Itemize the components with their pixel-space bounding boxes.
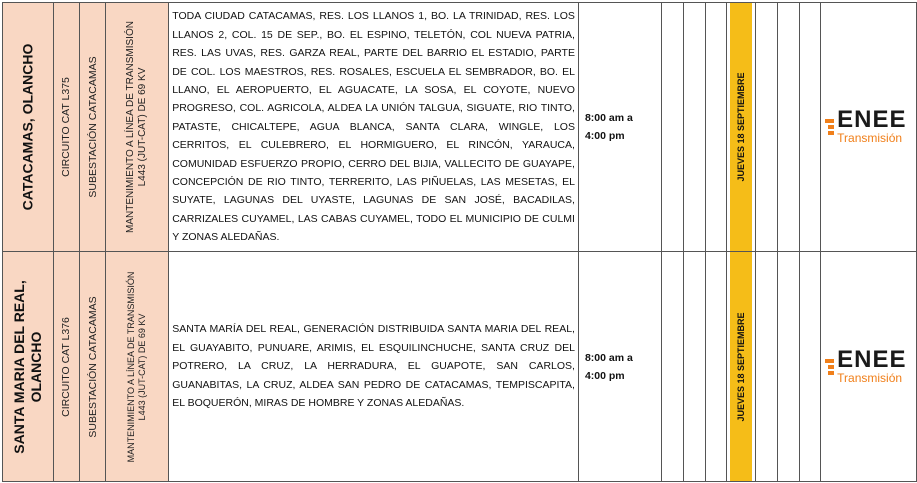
- empty-cell: [662, 3, 684, 252]
- location-cell: [3, 3, 54, 252]
- areas-cell: [169, 252, 579, 482]
- empty-cell: [799, 3, 821, 252]
- empty-cell: [705, 3, 727, 252]
- day-label: JUEVES 18 SEPTIEMBRE: [736, 311, 747, 422]
- time-end: 4:00 pm: [584, 130, 625, 142]
- enee-bars-icon: [825, 359, 834, 375]
- location-line-2: OLANCHO: [27, 331, 44, 402]
- location-label: [11, 280, 45, 453]
- day-label: JUEVES 18 SEPTIEMBRE: [736, 72, 747, 182]
- maintenance-label: [126, 271, 148, 462]
- empty-cell: [777, 252, 799, 482]
- circuit-cell: [53, 3, 79, 252]
- location-label: CATACAMAS, OLANCHO: [19, 43, 36, 211]
- substation-cell: [80, 3, 106, 252]
- outage-schedule-table: [2, 2, 917, 482]
- table-row: [3, 3, 917, 252]
- substation-cell: [80, 252, 106, 482]
- logo-word: ENEE: [837, 106, 907, 133]
- substation-label: SUBESTACIÓN CATACAMAS: [86, 295, 99, 438]
- circuit-label: CIRCUITO CAT L376: [60, 316, 73, 417]
- logo-subtitle: Transmisión: [837, 370, 903, 385]
- day-cell: [727, 252, 756, 482]
- time-end: 4:00 pm: [584, 369, 625, 382]
- empty-cell: [683, 252, 705, 482]
- maintenance-line-2: L443 (JUT-CAT) DE 69 KV: [137, 313, 148, 420]
- affected-areas: TODA CIUDAD CATACAMAS, RES. LOS LLANOS 1, BO. LA TRINIDAD, RES. LOS LLANOS 2, COL. 15 DE SEP., BO. EL ESPINO, TELETÓN, COL NUEVA PATRIA, RES. LAS UVAS, RES. GARZA REAL, PARTE DEL BARRIO EL ESTADIO, PARTE DE COL. LOS MAESTROS, RES. ROSALES, ESCUELA EL SEMBRADOR, BO. EL LLANO, EL AEROPUERTO, EL AGUACATE, LA SOSA, EL COYOTE, NUEVO PROGRESO, COL. AGRICOLA, ALDEA LA UNIÓN TALGUA, SIGUATE, RIO TINTO, PATASTE, CHICALTEPE, AGUA BLANCA, SANTA CLARA, WINGLE, LOS CERRITOS, EL CULEBRERO, EL HORMIGUERO, EL RINCÓN, YARAUCA, COMUNIDAD ESFUERZO PROPIO, CERRO DEL BIJIA, VALLECITO DE GUAYAPE, CONCEPCIÓN DE RIO TINTO, TERRERITO, LAS PIÑUELAS, LAS MESETAS, EL SUYATE, LAGUNAS DEL UYASTE, LAGUNAS DE SAN JOSÉ, BACADILAS, CARRIZALES CUYAMEL, LAS CABAS CUYAMEL, TODO EL MUNICIPIO DE CULMI Y ZONAS ALEDAÑAS.: [172, 10, 575, 244]
- substation-label: SUBESTACIÓN CATACAMAS: [86, 56, 99, 198]
- enee-logo: [821, 3, 916, 251]
- logo-subtitle: Transmisión: [837, 131, 903, 145]
- empty-cell: [705, 252, 727, 482]
- day-cell: [727, 3, 756, 252]
- empty-cell: [777, 3, 799, 252]
- maintenance-line-2: L443 (JUT-CAT) DE 69 KV: [137, 67, 149, 187]
- maintenance-cell: [106, 3, 169, 252]
- logo-cell: [821, 3, 917, 252]
- time-start: 8:00 am a: [584, 351, 633, 364]
- empty-cell: [799, 252, 821, 482]
- time-cell: [578, 3, 661, 252]
- enee-logo: [821, 252, 916, 481]
- empty-cell: [683, 3, 705, 252]
- location-line-1: SANTA MARIA DEL REAL,: [10, 279, 27, 454]
- location-cell: [3, 252, 54, 482]
- maintenance-line-1: MANTENIMIENTO A LÍNEA DE TRANSMISIÓN: [126, 271, 137, 462]
- maintenance-label: [125, 21, 149, 233]
- maintenance-cell: [106, 252, 169, 482]
- circuit-label: CIRCUITO CAT L375: [60, 77, 73, 177]
- affected-areas: SANTA MARÍA DEL REAL, GENERACIÓN DISTRIBUIDA SANTA MARIA DEL REAL, EL GUAYABITO, PUNUARE, ARIMIS, EL ESQUILINCHUCHE, SANTA CRUZ DEL POTRERO, LA CRUZ, LA HERRADURA, EL GUAPOTE, SAN CARLOS, GUANABITAS, LA CRUZ, ALDEA SAN PEDRO DE CATACAMAS, TEMPISCAPITA, EL BOQUERÓN, MIRAS DE HOMBRE Y ZONAS ALEDAÑAS.: [172, 323, 575, 410]
- table-row: [3, 252, 917, 482]
- circuit-cell: [53, 252, 79, 482]
- time-range: [579, 109, 661, 145]
- time-range: [579, 349, 661, 385]
- logo-word: ENEE: [837, 345, 907, 373]
- maintenance-line-1: MANTENIMIENTO A LÍNEA DE TRANSMISIÓN: [125, 21, 137, 233]
- logo-cell: [821, 252, 917, 482]
- empty-cell: [756, 3, 778, 252]
- time-start: 8:00 am a: [584, 112, 633, 124]
- enee-bars-icon: [825, 119, 834, 135]
- empty-cell: [756, 252, 778, 482]
- time-cell: [578, 252, 661, 482]
- empty-cell: [662, 252, 684, 482]
- areas-cell: [169, 3, 579, 252]
